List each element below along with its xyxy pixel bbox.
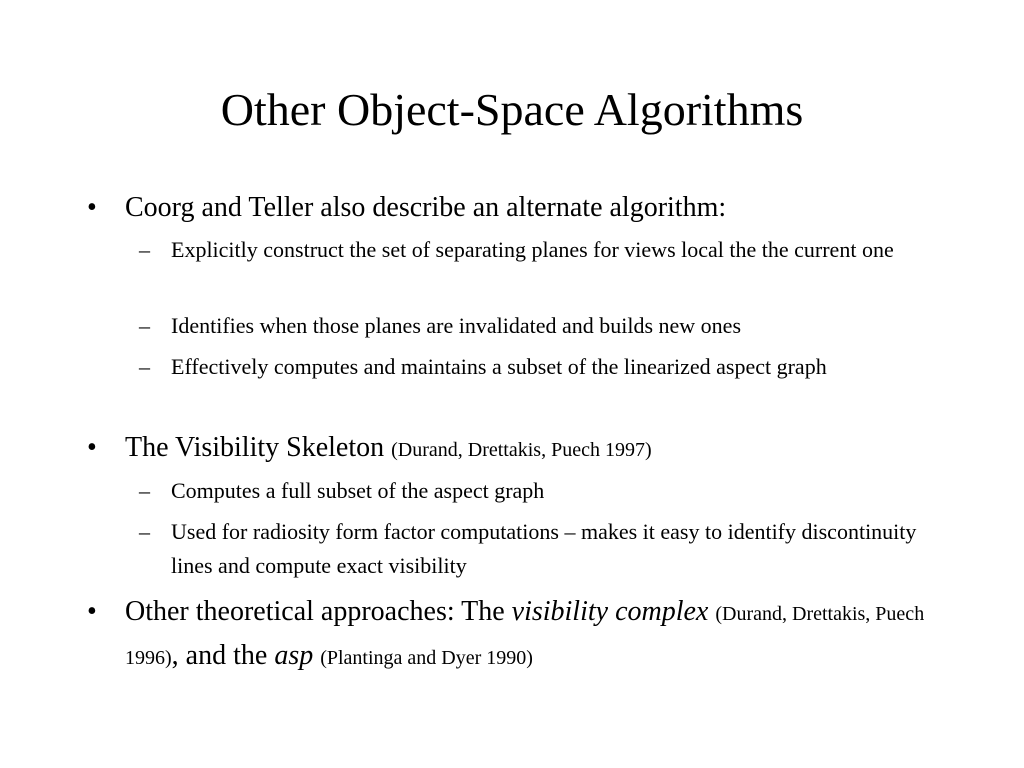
sub-bullet-text: Effectively computes and maintains a subset of the linearized aspect graph [171,354,827,379]
sub-bullet-text: Explicitly construct the set of separating planes for views local the the current one [171,237,894,262]
citation: (Durand, Drettakis, Puech 1997) [391,439,652,461]
sub-bullet-text: Computes a full subset of the aspect graph [171,478,545,503]
bullet-marker: • [87,432,97,463]
citation: (Plantinga and Dyer 1990) [320,647,533,669]
sub-bullet-text: Used for radiosity form factor computations – makes it easy to identify discontinuity lines and compute exact visibility [171,519,917,578]
bullet-item [87,427,955,471]
bullet-marker: • [87,596,97,627]
sub-bullet-marker: – [139,354,150,379]
bullet-marker: • [87,192,97,223]
bullet-text: , and the [171,640,275,671]
citation: (Durand, Drettakis, Puech 1996) [125,603,925,669]
sub-bullet-marker: – [139,478,150,503]
bullet-item [87,591,955,679]
bullet-item [87,187,955,229]
sub-bullet-marker: – [139,237,150,262]
sub-bullet-item [139,474,951,508]
sub-bullet-item [139,350,951,384]
sub-bullet-item [139,515,951,583]
bullet-text: Coorg and Teller also describe an alternate algorithm: [125,192,727,223]
sub-bullet-item [139,233,951,267]
slide-title: Other Object-Space Algorithms [220,84,804,135]
bullet-italic-term: asp [274,640,314,671]
bullet-text: Other theoretical approaches: The [125,596,512,627]
sub-bullet-text: Identifies when those planes are invalidated and builds new ones [171,313,742,338]
bullet-italic-term: visibility complex [511,596,709,627]
sub-bullet-item [139,309,951,343]
sub-bullet-marker: – [139,313,150,338]
sub-bullet-marker: – [139,519,150,544]
bullet-text: The Visibility Skeleton [125,432,385,463]
